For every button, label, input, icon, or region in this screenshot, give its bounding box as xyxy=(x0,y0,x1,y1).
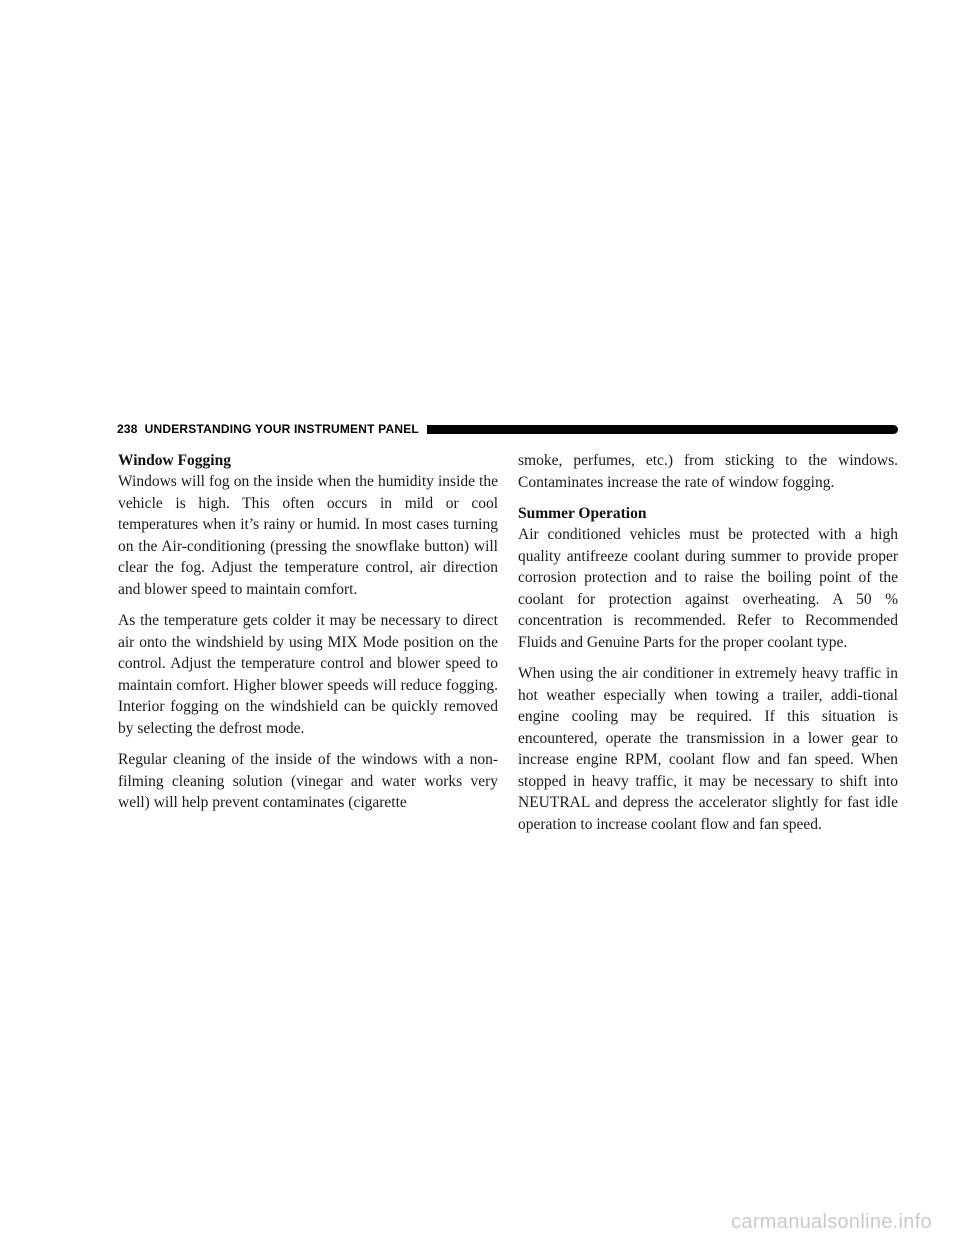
right-column xyxy=(518,450,898,845)
left-column xyxy=(118,450,498,824)
paragraph-continuation: smoke, perfumes, etc.) from sticking to the windows. Contaminates increase the rate of window fogging. xyxy=(518,452,898,491)
paragraph: Air conditioned vehicles must be protected with a high quality antifreeze coolant during summer to provide proper corrosion protection and to raise the boiling point of the coolant for protection against overheating. A 50 % concentration is recommended. Refer to Recommended Fluids and Genuine Parts for the proper coolant type. xyxy=(518,526,898,651)
watermark-text: carmanualsonline.info xyxy=(731,1211,932,1233)
page-number: 238 xyxy=(117,422,138,436)
paragraph: When using the air conditioner in extremely heavy traffic in hot weather especially when towing a trailer, addi-tional engine cooling may be required. If this situation is encountered, operate the transmission in a lower gear to increase engine RPM, coolant flow and fan speed. When stopped in heavy traffic, it may be necessary to shift into NEUTRAL and depress the accelerator slightly for fast idle operation to increase coolant flow and fan speed. xyxy=(518,665,898,833)
paragraph: Regular cleaning of the inside of the windows with a non-filming cleaning solution (vinegar and water works very well) will help prevent contaminates (cigarette xyxy=(118,751,498,811)
heading-window-fogging: Window Fogging xyxy=(118,452,231,469)
heading-summer-operation: Summer Operation xyxy=(518,505,647,522)
header-rule xyxy=(427,425,898,434)
paragraph: Windows will fog on the inside when the humidity inside the vehicle is high. This often occurs in mild or cool temperatures when it’s rainy or humid. In most cases turning on the Air-conditioning (pressing the snowflake button) will clear the fog. Adjust the temperature control, air direction and blower speed to maintain comfort. xyxy=(118,473,498,598)
running-header xyxy=(117,420,898,438)
paragraph: As the temperature gets colder it may be necessary to direct air onto the windshield by using MIX Mode position on the control. Adjust the temperature control and blower speed to maintain comfort. Higher blower speeds will reduce fogging. Interior fogging on the windshield can be quickly removed by selecting the defrost mode. xyxy=(118,612,498,737)
section-title: UNDERSTANDING YOUR INSTRUMENT PANEL xyxy=(144,422,419,436)
